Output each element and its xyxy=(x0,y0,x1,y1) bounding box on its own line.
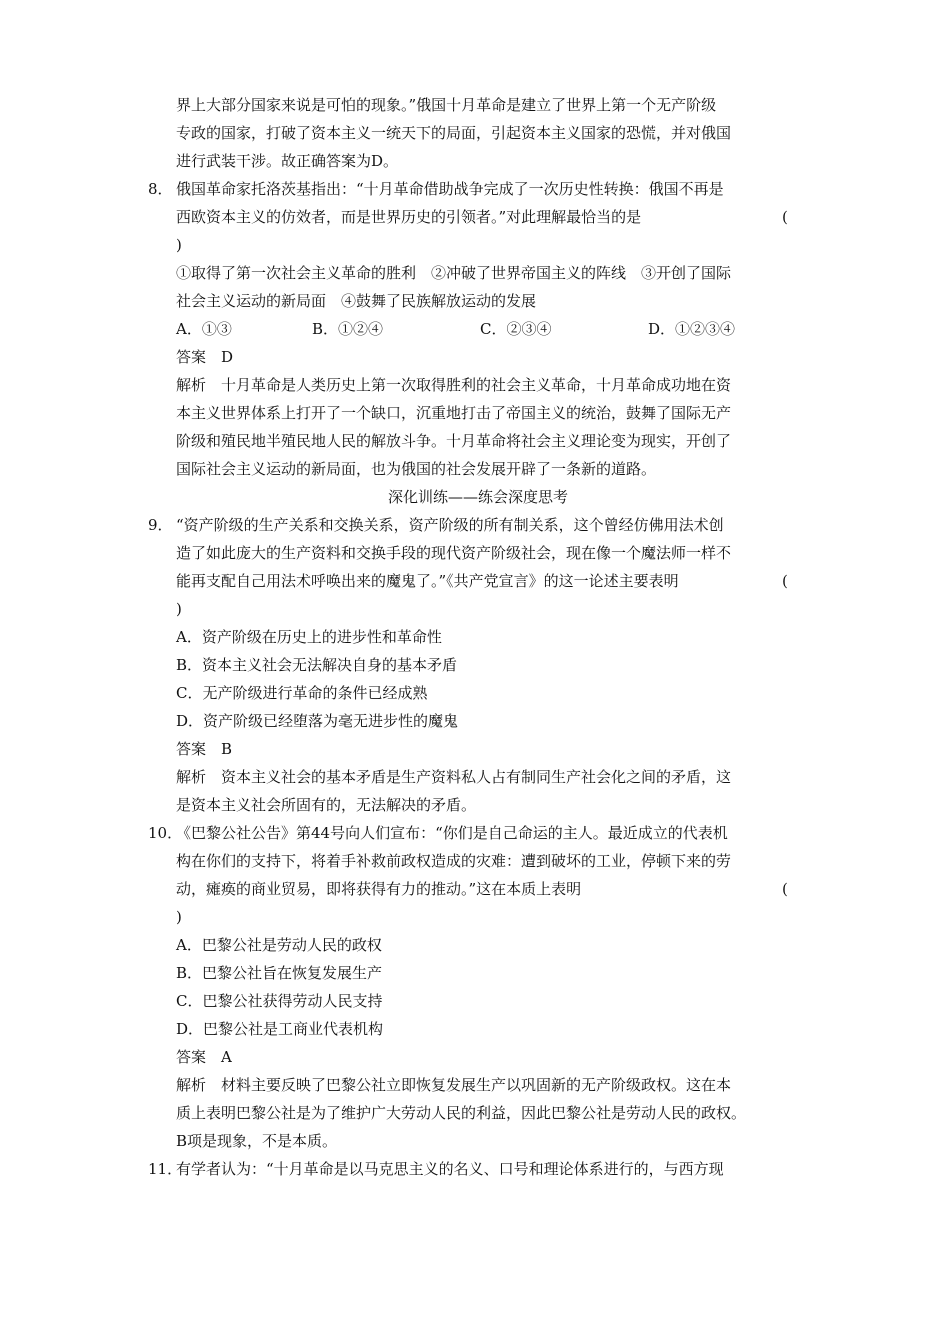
option-a: A．巴黎公社是劳动人民的政权 xyxy=(176,936,382,954)
question-number: 8． xyxy=(148,180,173,198)
statement-line: ①取得了第一次社会主义革命的胜利 ②冲破了世界帝国主义的阵线 ③开创了国际 xyxy=(176,264,732,282)
analysis-line: 本主义世界体系上打开了一个缺口，沉重地打击了帝国主义的统治，鼓舞了国际无产 xyxy=(176,404,732,422)
statement-line: 社会主义运动的新局面 ④鼓舞了民族解放运动的发展 xyxy=(176,292,537,310)
analysis-line: 解析 十月革命是人类历史上第一次取得胜利的社会主义革命，十月革命成功地在资 xyxy=(176,376,732,394)
question-stem-line: 西欧资本主义的仿效者，而是世界历史的引领者。”对此理解最恰当的是 xyxy=(176,208,642,226)
question-stem-line: 能再支配自己用法术呼唤出来的魔鬼了。”《共产党宣言》的这一论述主要表明 xyxy=(176,572,679,590)
option-c: C．②③④ xyxy=(480,320,552,338)
answer-line: 答案 A xyxy=(176,1048,232,1066)
option-d: D．巴黎公社是工商业代表机构 xyxy=(176,1020,384,1038)
option-d: D．资产阶级已经堕落为毫无进步性的魔鬼 xyxy=(176,712,459,730)
analysis-line: 是资本主义社会所固有的，无法解决的矛盾。 xyxy=(176,796,477,814)
answer-paren-open: ( xyxy=(782,572,788,590)
question-stem-line: 构在你们的支持下，将着手补救前政权造成的灾难：遭到破坏的工业，停顿下来的劳 xyxy=(176,852,732,870)
question-stem-line: 有学者认为：“十月革命是以马克思主义的名义、口号和理论体系进行的，与西方现 xyxy=(176,1160,724,1178)
option-b: B．资本主义社会无法解决自身的基本矛盾 xyxy=(176,656,458,674)
continuation-line: 专政的国家，打破了资本主义一统天下的局面，引起资本主义国家的恐慌，并对俄国 xyxy=(176,124,732,142)
answer-paren-open: ( xyxy=(782,880,788,898)
option-c: C．无产阶级进行革命的条件已经成熟 xyxy=(176,684,428,702)
analysis-line: 解析 资本主义社会的基本矛盾是生产资料私人占有制同生产社会化之间的矛盾，这 xyxy=(176,768,732,786)
continuation-line: 界上大部分国家来说是可怕的现象。”俄国十月革命是建立了世界上第一个无产阶级 xyxy=(176,96,717,114)
answer-paren-close: ) xyxy=(176,600,182,618)
answer-paren-open: ( xyxy=(782,208,788,226)
question-stem-line: 俄国革命家托洛茨基指出：“十月革命借助战争完成了一次历史性转换：俄国不再是 xyxy=(176,180,724,198)
analysis-line: 质上表明巴黎公社是为了维护广大劳动人民的利益，因此巴黎公社是劳动人民的政权。 xyxy=(176,1104,747,1122)
answer-line: 答案 B xyxy=(176,740,233,758)
answer-paren-close: ) xyxy=(176,908,182,926)
answer-line: 答案 D xyxy=(176,348,234,366)
option-c: C．巴黎公社获得劳动人民支持 xyxy=(176,992,383,1010)
question-stem-line: “资产阶级的生产关系和交换关系，资产阶级的所有制关系，这个曾经仿佛用法术创 xyxy=(176,516,724,534)
question-stem-line: 《巴黎公社公告》第44号向人们宣布：“你们是自己命运的主人。最近成立的代表机 xyxy=(176,824,728,842)
analysis-line: 解析 材料主要反映了巴黎公社立即恢复发展生产以巩固新的无产阶级政权。这在本 xyxy=(176,1076,732,1094)
option-row xyxy=(176,316,735,342)
question-number: 9． xyxy=(148,516,173,534)
analysis-line: 国际社会主义运动的新局面，也为俄国的社会发展开辟了一条新的道路。 xyxy=(176,460,657,478)
option-b: B．①②④ xyxy=(312,320,384,338)
option-d: D．①②③④ xyxy=(648,320,736,338)
question-number: 11． xyxy=(148,1160,183,1178)
analysis-line: B项是现象，不是本质。 xyxy=(176,1132,338,1150)
analysis-line: 阶级和殖民地半殖民地人民的解放斗争。十月革命将社会主义理论变为现实，开创了 xyxy=(176,432,732,450)
option-b: B．巴黎公社旨在恢复发展生产 xyxy=(176,964,383,982)
question-stem-line: 造了如此庞大的生产资料和交换手段的现代资产阶级社会，现在像一个魔法师一样不 xyxy=(176,544,732,562)
answer-paren-close: ) xyxy=(176,236,182,254)
question-number: 10． xyxy=(148,824,183,842)
option-a: A．资产阶级在历史上的进步性和革命性 xyxy=(176,628,442,646)
question-stem-line: 动，瘫痪的商业贸易，即将获得有力的推动。”这在本质上表明 xyxy=(176,880,582,898)
section-title: 深化训练——练会深度思考 xyxy=(388,488,569,506)
option-a: A．①③ xyxy=(176,320,232,338)
continuation-line: 进行武装干涉。故正确答案为D。 xyxy=(176,152,399,170)
